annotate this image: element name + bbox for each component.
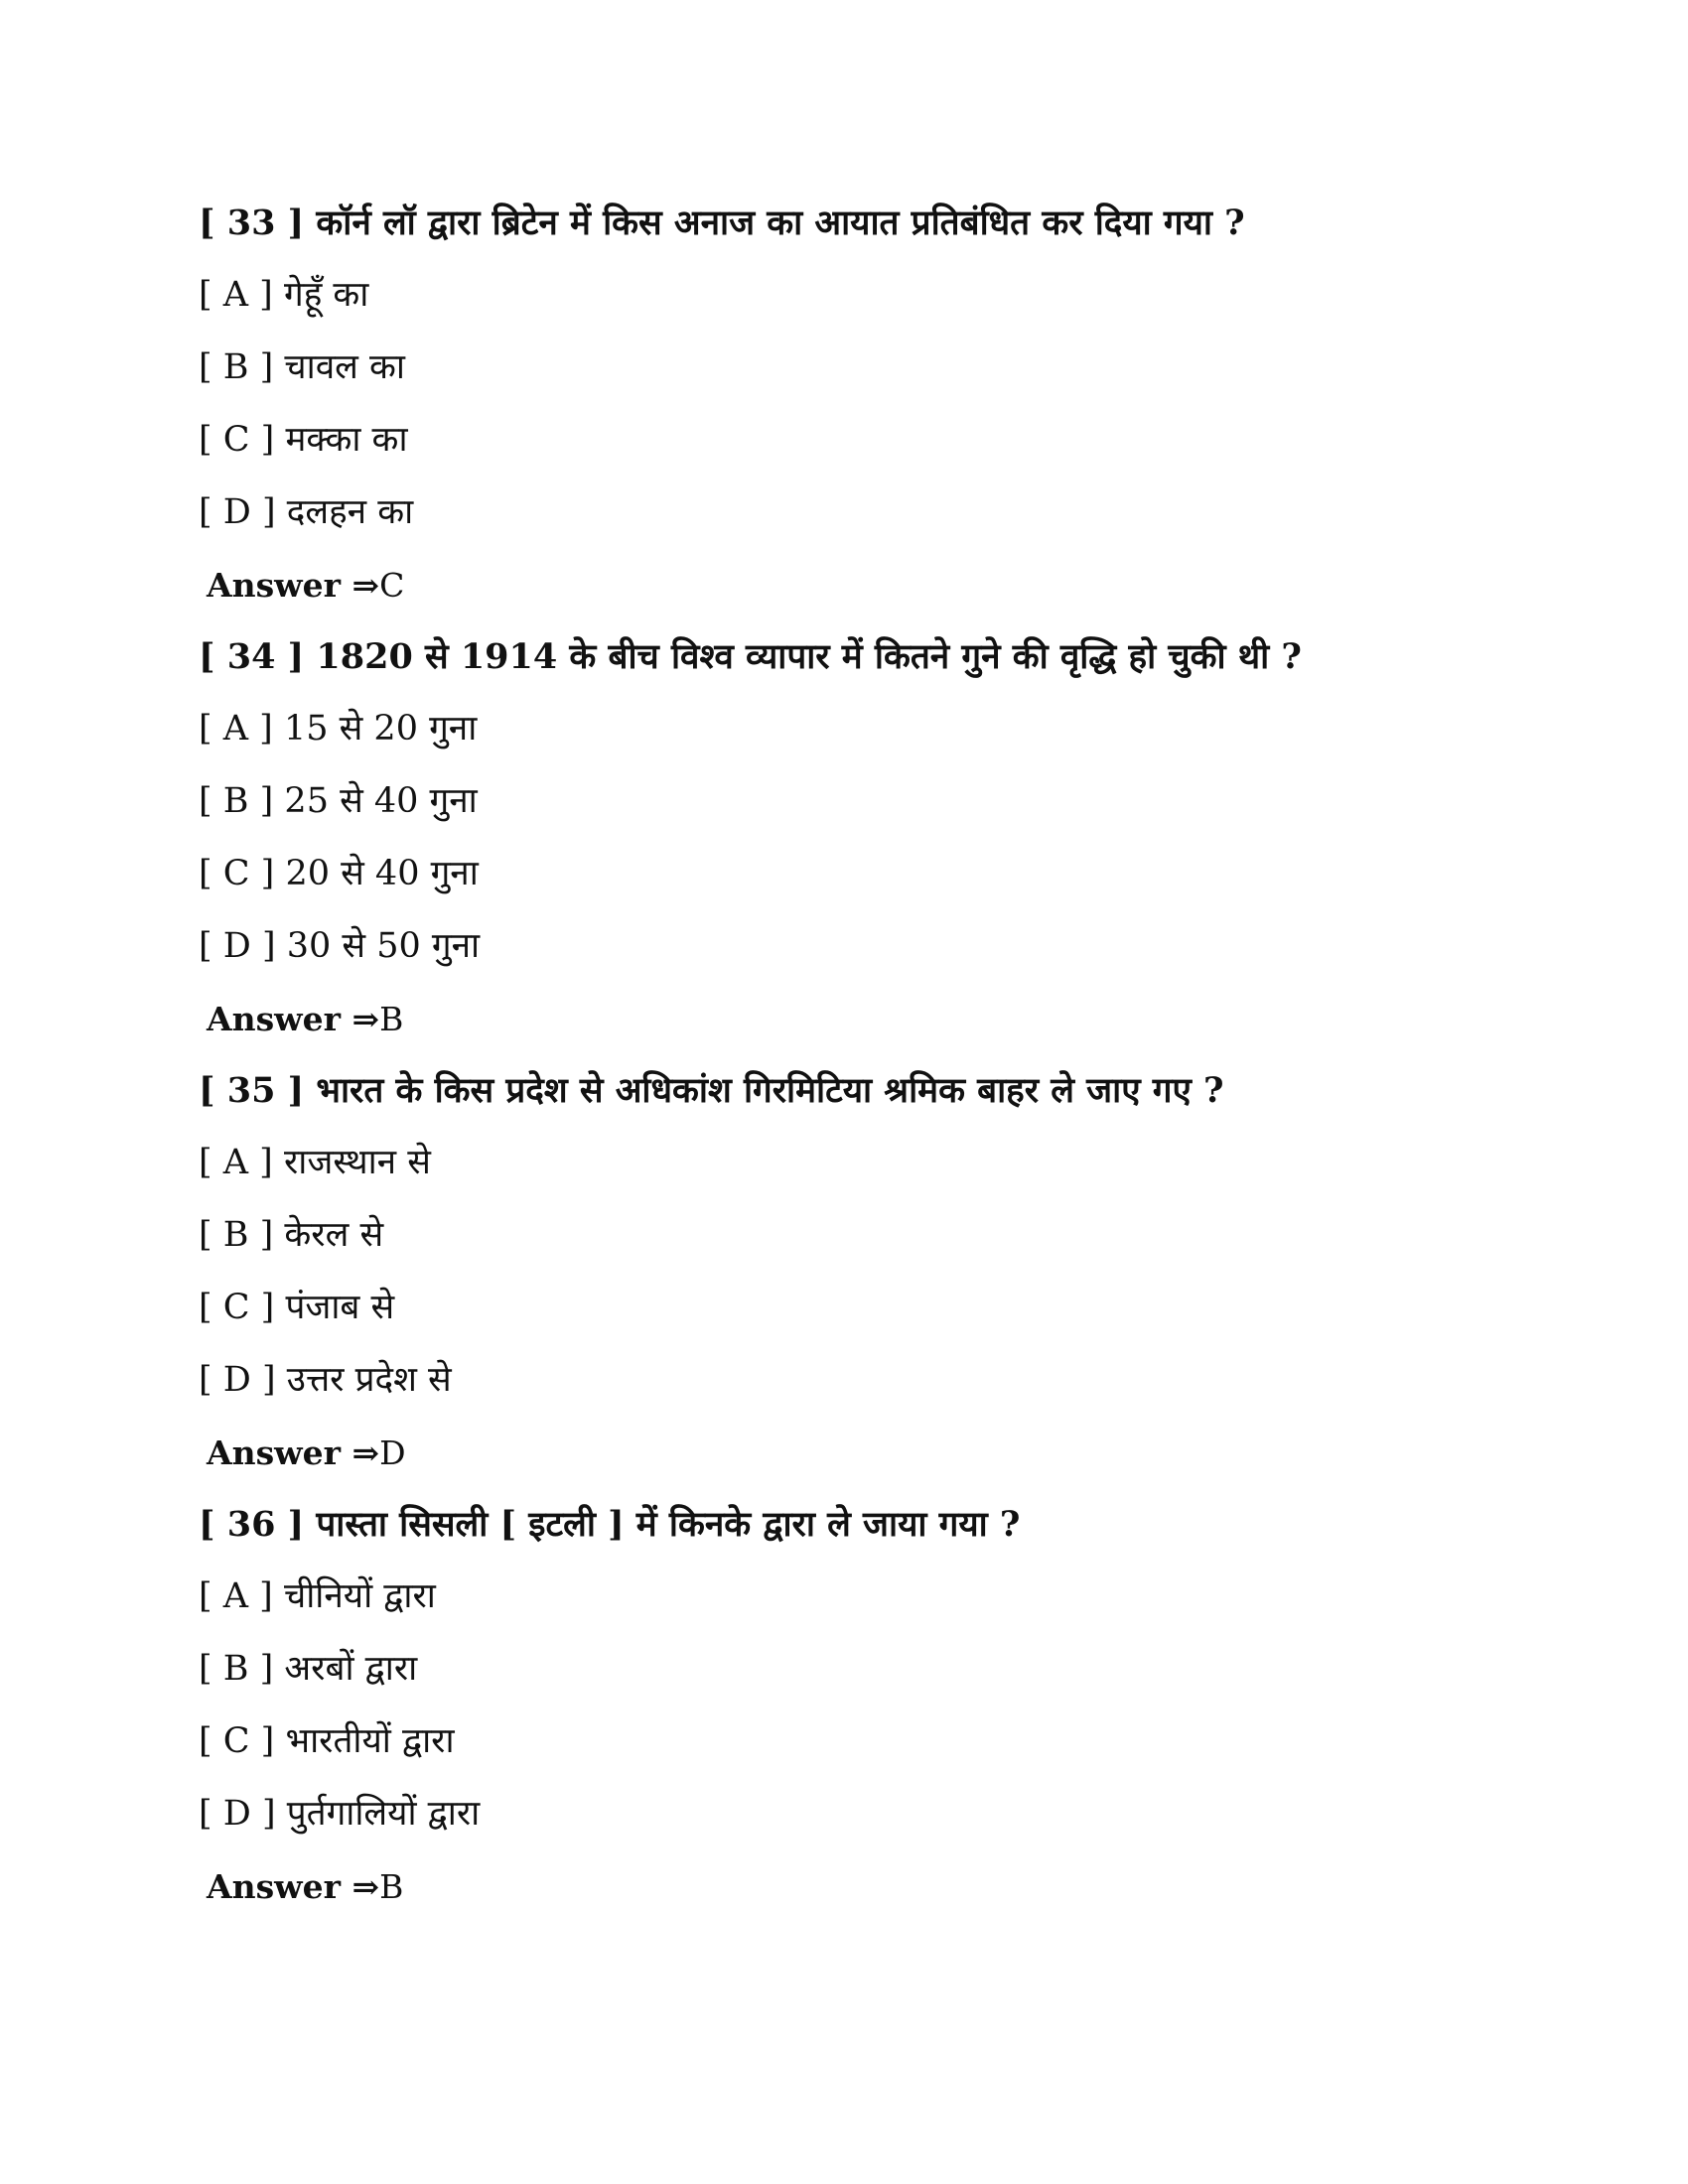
option-c bbox=[199, 1706, 1489, 1778]
question-block-34 bbox=[199, 620, 1489, 1055]
option-text: पंजाब से bbox=[285, 1288, 395, 1327]
option-label: [ B ] bbox=[199, 347, 274, 387]
question-text: भारत के किस प्रदेश से अधिकांश गिरमिटिया श्रमिक बाहर ले जाए गए ? bbox=[316, 1070, 1224, 1111]
option-b bbox=[199, 765, 1489, 838]
option-d bbox=[199, 1344, 1489, 1417]
option-label: [ B ] bbox=[199, 781, 274, 821]
option-text: उत्तर प्रदेश से bbox=[286, 1360, 452, 1400]
option-c bbox=[199, 1272, 1489, 1344]
question-block-36 bbox=[199, 1488, 1489, 1923]
question-heading bbox=[199, 1054, 1489, 1127]
option-label: [ A ] bbox=[199, 709, 273, 749]
question-text: 1820 से 1914 के बीच विश्व व्यापार में कितने गुने की वृद्धि हो चुकी थी ? bbox=[316, 636, 1302, 677]
answer-line bbox=[199, 549, 1489, 621]
question-text: पास्ता सिसली [ इटली ] में किनके द्वारा ले जाया गया ? bbox=[316, 1504, 1021, 1545]
question-block-33 bbox=[199, 187, 1489, 621]
answer-arrow-icon: ⇒ bbox=[352, 1433, 380, 1472]
option-label: [ D ] bbox=[199, 492, 276, 532]
answer-label: Answer bbox=[207, 566, 341, 605]
option-text: मक्का का bbox=[285, 420, 408, 460]
option-label: [ D ] bbox=[199, 926, 276, 966]
option-d bbox=[199, 1778, 1489, 1850]
option-text: चावल का bbox=[284, 347, 405, 387]
question-number: [ 34 ] bbox=[199, 636, 305, 677]
option-text: राजस्थान से bbox=[283, 1143, 431, 1182]
option-a bbox=[199, 1127, 1489, 1199]
option-d bbox=[199, 910, 1489, 983]
option-c bbox=[199, 404, 1489, 477]
question-heading bbox=[199, 187, 1489, 259]
option-b bbox=[199, 1633, 1489, 1706]
option-b bbox=[199, 1199, 1489, 1272]
option-label: [ D ] bbox=[199, 1794, 276, 1834]
option-a bbox=[199, 693, 1489, 765]
option-text: पुर्तगालियों द्वारा bbox=[286, 1794, 481, 1834]
question-block-35 bbox=[199, 1054, 1489, 1489]
option-text: अरबों द्वारा bbox=[284, 1649, 418, 1689]
answer-arrow-icon: ⇒ bbox=[352, 1000, 380, 1038]
question-number: [ 35 ] bbox=[199, 1070, 305, 1111]
option-text: चीनियों द्वारा bbox=[283, 1576, 436, 1616]
option-label: [ A ] bbox=[199, 1143, 273, 1182]
option-label: [ D ] bbox=[199, 1360, 276, 1400]
answer-label: Answer bbox=[207, 1867, 341, 1906]
answer-line bbox=[199, 1850, 1489, 1923]
answer-value: B bbox=[379, 1000, 404, 1038]
answer-label: Answer bbox=[207, 1433, 341, 1472]
option-label: [ C ] bbox=[199, 854, 275, 893]
option-text: दलहन का bbox=[286, 492, 414, 532]
question-text: कॉर्न लॉ द्वारा ब्रिटेन में किस अनाज का आयात प्रतिबंधित कर दिया गया ? bbox=[316, 203, 1245, 243]
option-label: [ B ] bbox=[199, 1649, 274, 1689]
answer-line bbox=[199, 1417, 1489, 1489]
question-heading bbox=[199, 1488, 1489, 1561]
answer-line bbox=[199, 983, 1489, 1055]
option-text: 20 से 40 गुना bbox=[285, 854, 479, 893]
option-b bbox=[199, 332, 1489, 404]
option-text: गेहूँ का bbox=[283, 275, 369, 315]
answer-value: D bbox=[379, 1433, 406, 1472]
option-label: [ C ] bbox=[199, 1721, 275, 1761]
answer-value: B bbox=[379, 1867, 404, 1906]
option-label: [ C ] bbox=[199, 420, 275, 460]
question-number: [ 33 ] bbox=[199, 203, 305, 243]
option-a bbox=[199, 1561, 1489, 1633]
option-text: 30 से 50 गुना bbox=[286, 926, 481, 966]
option-text: 25 से 40 गुना bbox=[284, 781, 478, 821]
option-d bbox=[199, 477, 1489, 549]
answer-arrow-icon: ⇒ bbox=[352, 1867, 380, 1906]
option-a bbox=[199, 259, 1489, 332]
question-heading bbox=[199, 620, 1489, 693]
option-c bbox=[199, 838, 1489, 910]
option-label: [ B ] bbox=[199, 1215, 274, 1255]
question-number: [ 36 ] bbox=[199, 1504, 305, 1545]
option-label: [ A ] bbox=[199, 1576, 273, 1616]
option-text: केरल से bbox=[284, 1215, 384, 1255]
option-text: 15 से 20 गुना bbox=[283, 709, 478, 749]
option-label: [ C ] bbox=[199, 1288, 275, 1327]
option-text: भारतीयों द्वारा bbox=[285, 1721, 455, 1761]
answer-value: C bbox=[379, 566, 405, 605]
answer-label: Answer bbox=[207, 1000, 341, 1038]
answer-arrow-icon: ⇒ bbox=[352, 566, 380, 605]
option-label: [ A ] bbox=[199, 275, 273, 315]
